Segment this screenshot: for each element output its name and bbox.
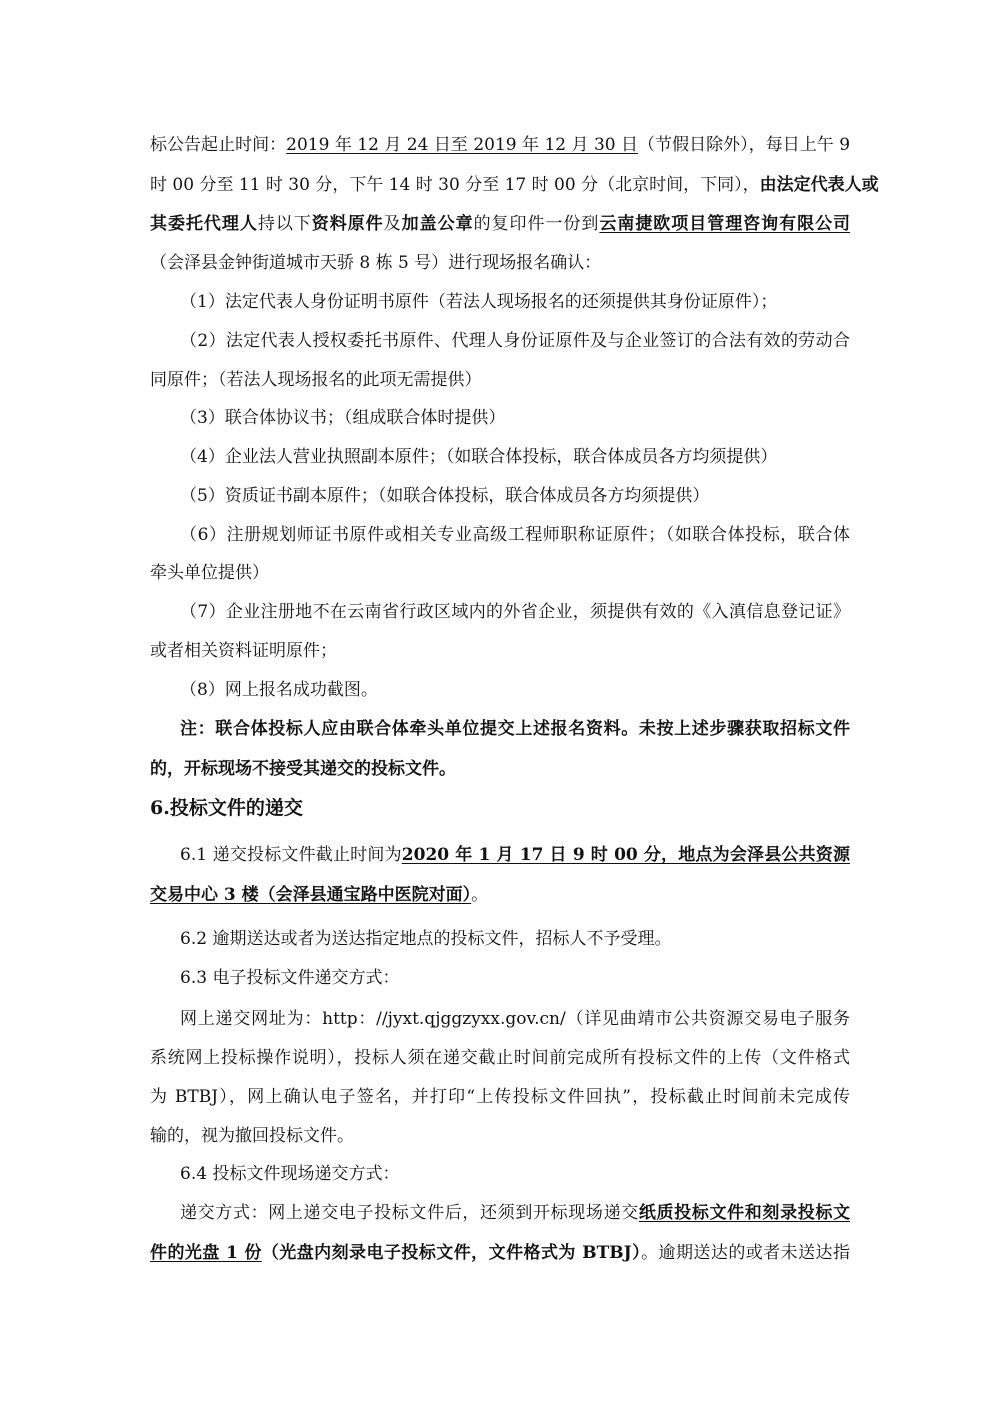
para-6-1-line-2: 交易中心 3 楼（会泽县通宝路中医院对面）。 bbox=[150, 885, 489, 905]
list-item-2-cont: 同原件；（若法人现场报名的此项无需提供） bbox=[150, 370, 482, 390]
intro-line-4: （会泽县金钟街道城市天骄 8 栋 5 号）进行现场报名确认： bbox=[150, 253, 602, 273]
list-item-3: （3）联合体协议书；（组成联合体时提供） bbox=[180, 408, 506, 428]
para-6-3-line-4: 输的，视为撤回投标文件。 bbox=[150, 1126, 354, 1146]
para-6-4-line-2: 件的光盘 1 份（光盘内刻录电子投标文件，文件格式为 BTBJ）。逾期送达的或者未送达指 bbox=[150, 1243, 851, 1263]
para-6-3-line-3: 为 BTBJ），网上确认电子签名，并打印“上传投标文件回执”，投标截止时间前未完成传 bbox=[150, 1087, 850, 1107]
list-item-1: （1）法定代表人身份证明书原件（若法人现场报名的还须提供其身份证原件）； bbox=[180, 292, 778, 312]
registration-period: 2019 年 12 月 24 日至 2019 年 12 月 30 日 bbox=[286, 135, 639, 155]
intro-line-3: 其委托代理人持以下资料原件及加盖公章的复印件一份到云南捷欧项目管理咨询有限公司 bbox=[150, 214, 851, 234]
para-6-4-line-1: 递交方式：网上递交电子投标文件后，还须到开标现场递交纸质投标文件和刻录投标文 bbox=[180, 1203, 851, 1223]
section-6-heading: 6.投标文件的递交 bbox=[150, 797, 303, 819]
agency-name: 云南捷欧项目管理咨询有限公司 bbox=[599, 214, 851, 234]
list-item-5: （5）资质证书副本原件；（如联合体投标，联合体成员各方均须提供） bbox=[180, 486, 710, 506]
para-6-1-line-1: 6.1 递交投标文件截止时间为2020 年 1 月 17 日 9 时 00 分，地点为会泽县公共资源 bbox=[180, 845, 850, 865]
paper-copy-requirement: 纸质投标文件和刻录投标文 bbox=[638, 1203, 851, 1223]
note-line-2: 的，开标现场不接受其递交的投标文件。 bbox=[150, 759, 456, 779]
para-6-4: 6.4 投标文件现场递交方式： bbox=[180, 1164, 400, 1184]
note-line-1: 注：联合体投标人应由联合体牵头单位提交上述报名资料。未按上述步骤获取招标文件 bbox=[180, 719, 850, 739]
list-item-2: （2）法定代表人授权委托书原件、代理人身份证原件及与企业签订的合法有效的劳动合 bbox=[180, 331, 850, 351]
list-item-7-cont: 或者相关资料证明原件； bbox=[150, 641, 337, 661]
intro-line-1: 标公告起止时间：2019 年 12 月 24 日至 2019 年 12 月 30 日（节假日除外），每日上午 9 bbox=[150, 135, 851, 155]
list-item-7: （7）企业注册地不在云南省行政区域内的外省企业，须提供有效的《入滇信息登记证》 bbox=[180, 602, 850, 622]
list-item-6-cont: 牵头单位提供） bbox=[150, 563, 269, 583]
list-item-4: （4）企业法人营业执照副本原件；（如联合体投标，联合体成员各方均须提供） bbox=[180, 447, 778, 467]
submission-deadline: 2020 年 1 月 17 日 9 时 00 分，地点为会泽县公共资源 bbox=[401, 845, 850, 865]
para-6-3-line-2: 系统网上投标操作说明），投标人须在递交截止时间前完成所有投标文件的上传（文件格式 bbox=[150, 1048, 850, 1068]
para-6-3: 6.3 电子投标文件递交方式： bbox=[180, 968, 400, 988]
para-6-2: 6.2 逾期送达或者为送达指定地点的投标文件，招标人不予受理。 bbox=[180, 929, 672, 949]
intro-line-2: 时 00 分至 11 时 30 分，下午 14 时 30 分至 17 时 00 分（北京时间，下同），由法定代表人或 bbox=[150, 175, 879, 195]
submission-location: 交易中心 3 楼（会泽县通宝路中医院对面） bbox=[150, 885, 472, 905]
para-6-3-line-1: 网上递交网址为：http：//jyxt.qjggzyxx.gov.cn/（详见曲靖市公共资源交易电子服务 bbox=[180, 1009, 850, 1029]
list-item-8: （8）网上报名成功截图。 bbox=[180, 680, 378, 700]
list-item-6: （6）注册规划师证书原件或相关专业高级工程师职称证原件；（如联合体投标，联合体 bbox=[180, 525, 850, 545]
